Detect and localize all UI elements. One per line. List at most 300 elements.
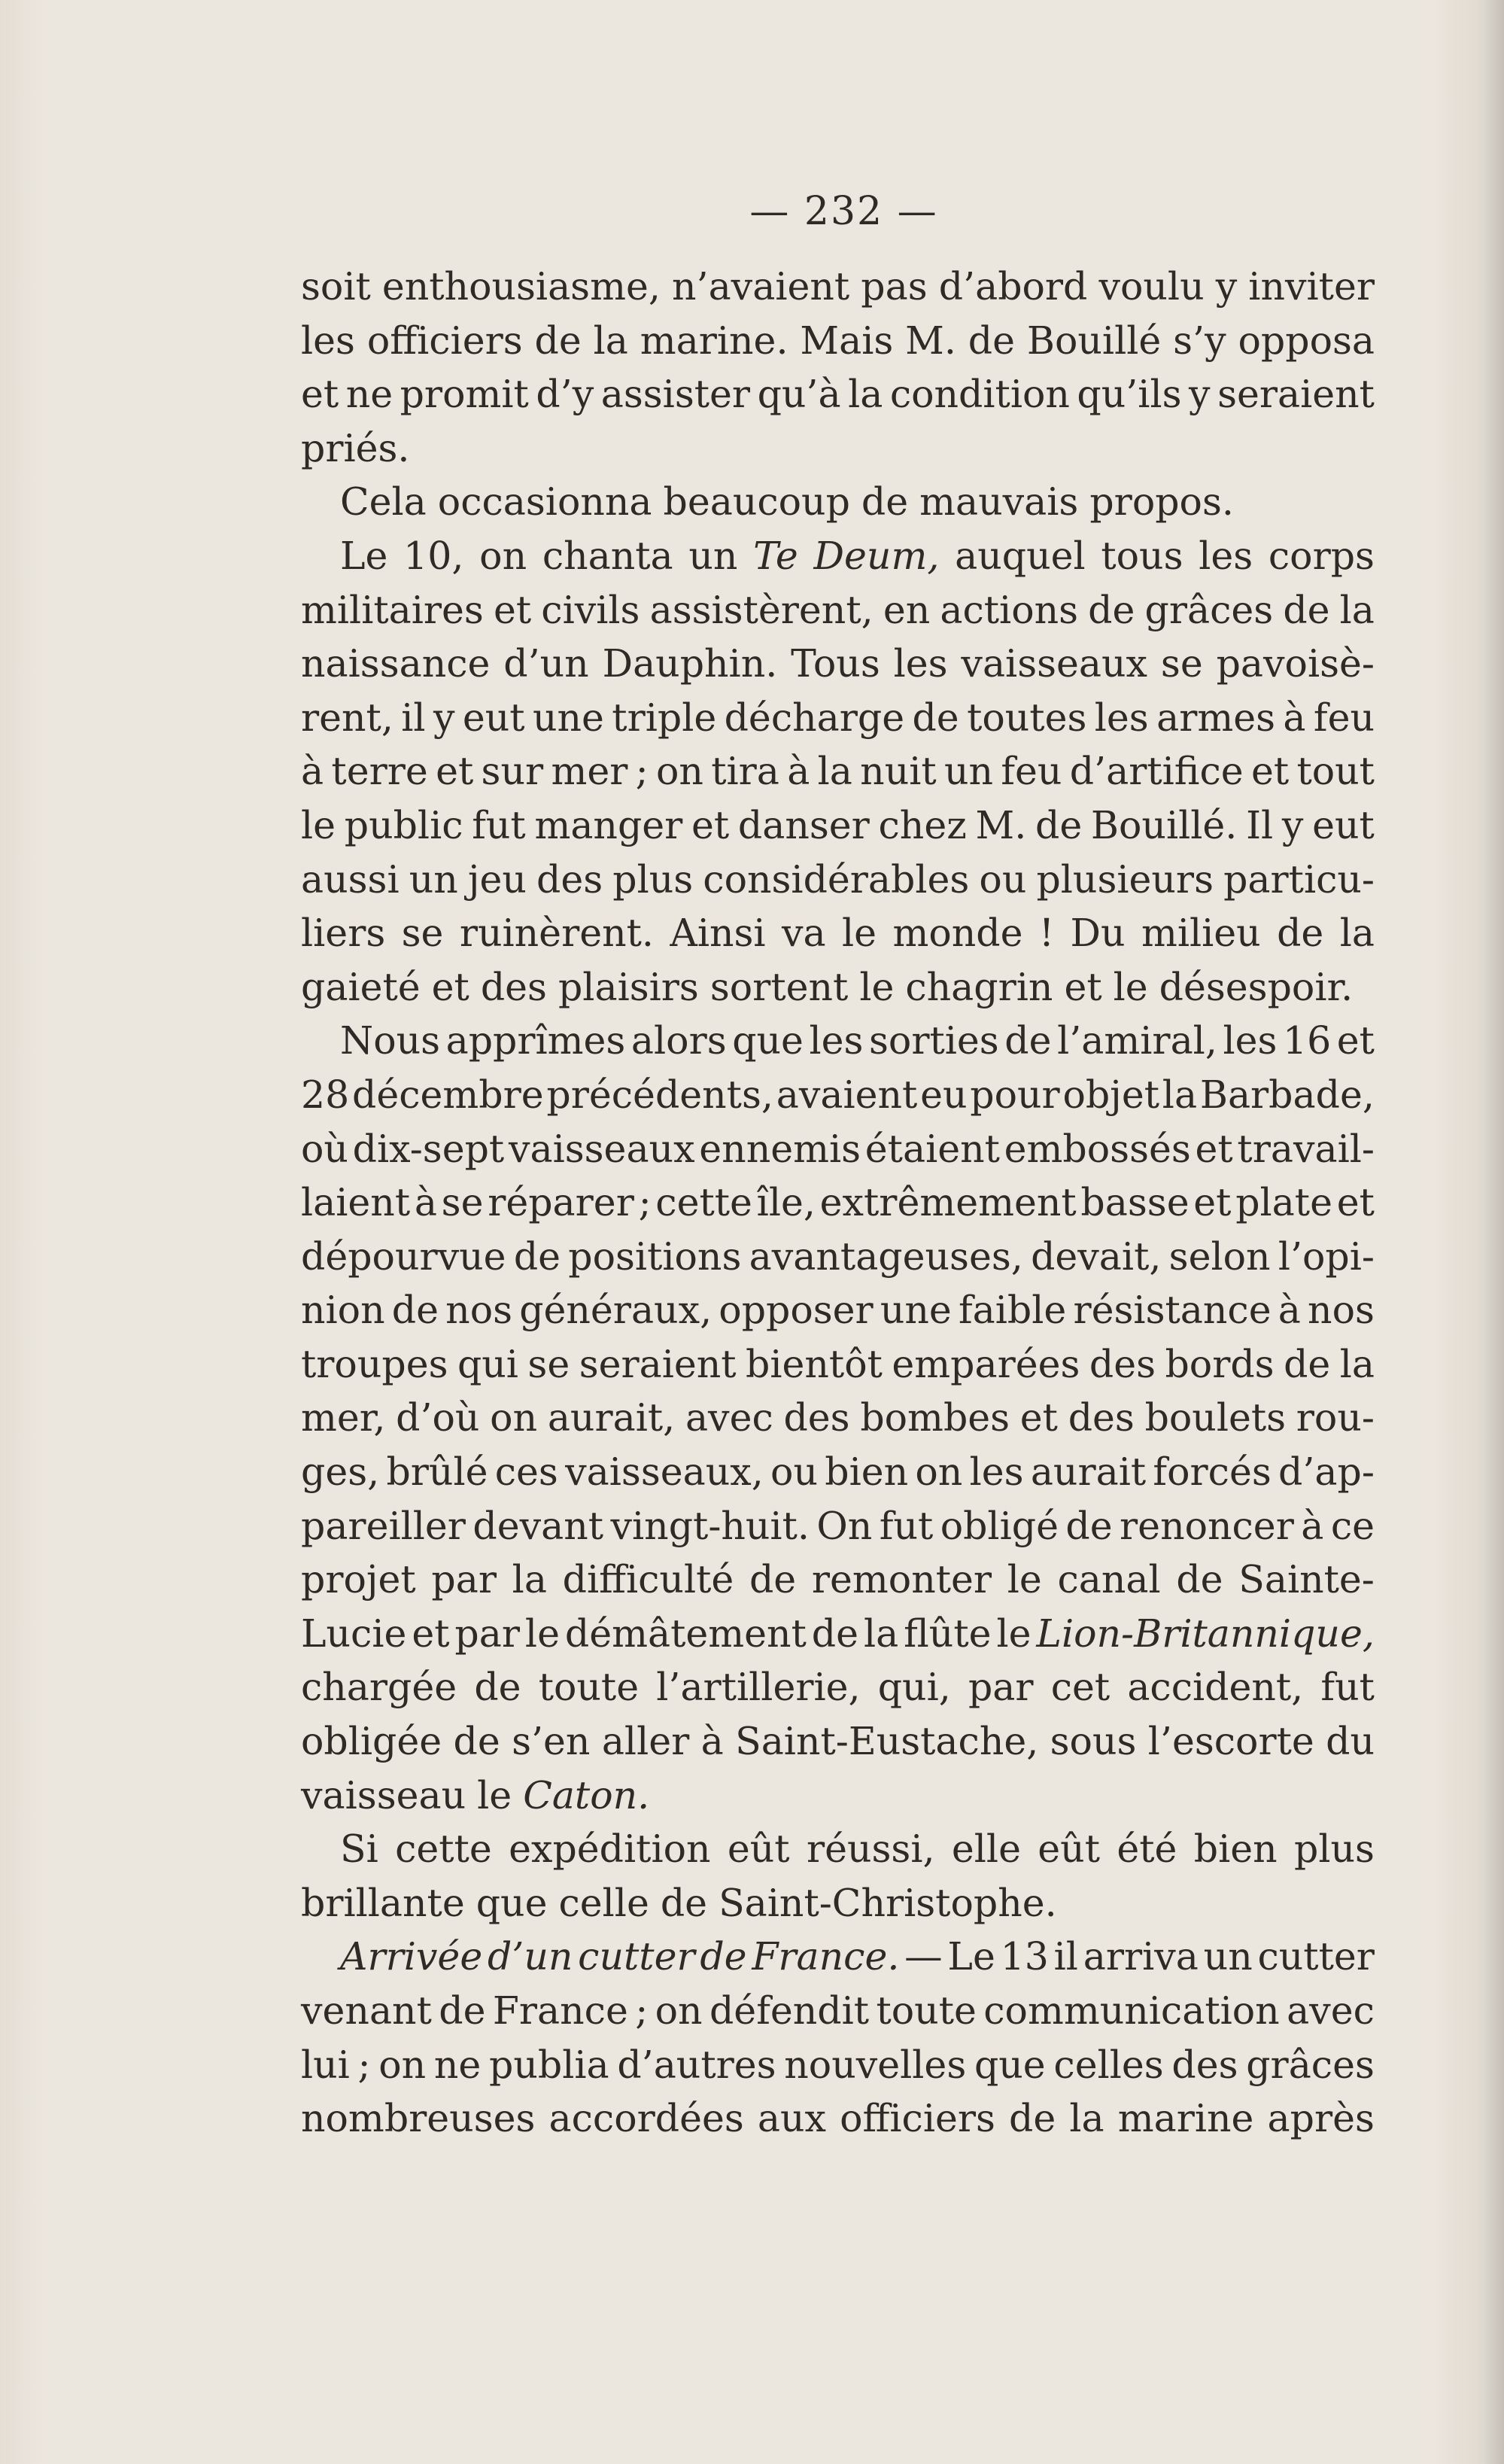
word: de (1283, 587, 1330, 632)
word: celles (1053, 2042, 1164, 2087)
word: aux (757, 2096, 826, 2141)
word: gaieté (301, 964, 421, 1009)
word: sorties (869, 1018, 999, 1063)
word: vaisseaux (508, 1126, 695, 1171)
text-line (301, 475, 1375, 529)
word: à (1278, 1288, 1301, 1333)
word: que (476, 1880, 548, 1925)
text-line (301, 1769, 1375, 1823)
word: île, (756, 1180, 816, 1225)
word: de (391, 1288, 439, 1333)
word: à (1301, 1503, 1324, 1548)
word: ges, (301, 1450, 380, 1495)
text-line (301, 960, 1375, 1014)
word: marine. (640, 318, 788, 363)
word: fut (1320, 1665, 1375, 1710)
word: Barbade, (1199, 1072, 1375, 1117)
word: Nous (340, 1018, 441, 1063)
word: d’artifice (1069, 749, 1244, 794)
word: Du (1070, 911, 1126, 956)
word: triple (612, 695, 717, 740)
word: étaient (864, 1126, 1000, 1171)
text-line (301, 1553, 1375, 1607)
word: plusieurs (1036, 856, 1214, 902)
word: et (436, 749, 474, 794)
word: opposer (719, 1288, 874, 1333)
text-line (301, 1391, 1375, 1445)
text-line (301, 2091, 1375, 2146)
word: Le (947, 1934, 995, 1979)
word: de (1009, 2096, 1056, 2141)
word: Sainte- (1238, 1557, 1375, 1602)
word: et (1336, 1180, 1375, 1225)
word: d’où (396, 1395, 480, 1440)
word: en (883, 587, 931, 632)
word: feu (1001, 749, 1062, 794)
word: après (1267, 2096, 1375, 2141)
word: fut (879, 1503, 934, 1548)
word: mer, (301, 1395, 386, 1440)
word: de (534, 318, 582, 363)
word: Lion-Britannique, (1036, 1611, 1375, 1656)
word: seraient (579, 1341, 737, 1386)
word: de (1176, 1557, 1223, 1602)
word: de (513, 1234, 561, 1279)
word: plaisirs (558, 964, 699, 1009)
word: et (1250, 749, 1290, 794)
text-line (301, 799, 1375, 853)
word: basse (1080, 1180, 1190, 1225)
word: inviter (1248, 264, 1375, 309)
word: nuit (860, 749, 937, 794)
word: la (512, 1557, 547, 1602)
word: manger (534, 802, 683, 847)
word: ; (635, 749, 649, 794)
page-number: — 232 — (749, 189, 938, 234)
word: ces (494, 1450, 558, 1495)
word: le (842, 911, 877, 956)
word: soit (301, 264, 371, 309)
text-line (301, 1984, 1375, 2038)
word: les (1223, 1018, 1278, 1063)
word: projet (301, 1557, 416, 1602)
word: civils (541, 587, 640, 632)
word: résistance (1073, 1288, 1272, 1333)
word: boulets (1144, 1395, 1287, 1440)
word: brûlé (386, 1450, 488, 1495)
text-line (301, 314, 1375, 368)
text-line (301, 744, 1375, 799)
word: voulu (1098, 264, 1205, 309)
word: désespoir. (1159, 964, 1354, 1009)
word: toute (876, 1988, 977, 2033)
word: liers (301, 911, 386, 956)
word: des (480, 964, 547, 1009)
word: à (787, 749, 810, 794)
word: fut (472, 802, 526, 847)
word: les (1094, 695, 1149, 740)
word: se (1160, 641, 1203, 686)
word: le (859, 964, 895, 1009)
text-line (301, 1445, 1375, 1499)
word: qu’ils (1077, 372, 1182, 417)
word: et (1195, 1126, 1233, 1171)
word: sortent (709, 964, 849, 1009)
word: un (688, 533, 738, 578)
text-line (301, 1876, 1375, 1930)
word: devait, (1031, 1234, 1162, 1279)
word: vaisseaux (961, 641, 1148, 686)
word: elle (951, 1827, 1021, 1872)
word: on (655, 749, 703, 794)
word: la (1339, 1341, 1375, 1386)
word: Cela (340, 479, 427, 525)
word: apprîmes (445, 1018, 626, 1063)
word: selon (1168, 1234, 1271, 1279)
word: tous (1101, 533, 1183, 578)
word: et (412, 1611, 450, 1656)
word: décharge (724, 695, 905, 740)
word: aller (601, 1719, 690, 1764)
word: militaires (301, 587, 484, 632)
word: on (490, 1395, 538, 1440)
word: cette (395, 1827, 492, 1872)
word: l’artillerie, (656, 1665, 861, 1710)
word: brillante (301, 1880, 465, 1925)
word: faible (958, 1288, 1067, 1333)
word: les (809, 1018, 864, 1063)
word: officiers (840, 2096, 995, 2141)
word: — (904, 1934, 943, 1979)
body-text (301, 260, 1375, 2146)
word: tout (1296, 749, 1375, 794)
text-line (301, 529, 1375, 583)
word: toutes (967, 695, 1087, 740)
section-heading-line (301, 1930, 1375, 1984)
word: à (301, 749, 324, 794)
word: aurait, (547, 1395, 676, 1440)
word: accident, (1127, 1665, 1304, 1710)
word: dépourvue (301, 1234, 506, 1279)
word: se (401, 911, 444, 956)
word: expédition (509, 1827, 711, 1872)
word: grâces (1144, 587, 1274, 632)
word: d’abord (938, 264, 1088, 309)
word: on (479, 533, 527, 578)
word: bords (1165, 1341, 1275, 1386)
word: monde (892, 911, 1023, 956)
word: vaisseaux, (565, 1450, 764, 1495)
word: de (453, 1719, 500, 1764)
word: les (301, 318, 355, 363)
word: cutter (1257, 1934, 1375, 1979)
word: l’amiral, (1057, 1018, 1217, 1063)
word: et (301, 372, 339, 417)
text-line (301, 637, 1375, 691)
word: nion (301, 1288, 385, 1333)
word: danser (737, 802, 870, 847)
word: des (1171, 2042, 1238, 2087)
word: Arrivée (340, 1934, 483, 1979)
word: 13 (1000, 1934, 1049, 1979)
word: avaient (776, 1072, 918, 1117)
word: lui (301, 2042, 350, 2087)
word: qui (457, 1341, 518, 1386)
word: celle (558, 1880, 649, 1925)
word: nos (1308, 1288, 1375, 1333)
text-line (301, 1176, 1375, 1230)
word: promit (400, 372, 529, 417)
word: de (700, 1934, 747, 1979)
word: qu’à (757, 372, 841, 417)
word: on (655, 1988, 703, 2033)
word: les (969, 1450, 1024, 1495)
text-line (301, 1230, 1375, 1284)
word: par (431, 1557, 497, 1602)
word: la (1339, 911, 1375, 956)
word: et (493, 587, 532, 632)
word: chargée (301, 1665, 457, 1710)
word: de (439, 1988, 486, 2033)
word: un (409, 856, 458, 902)
word: laient (301, 1180, 411, 1225)
word: eut (462, 695, 525, 740)
text-line (301, 691, 1375, 745)
word: rent, (301, 695, 393, 740)
word: Deum, (813, 533, 940, 578)
word: eu (920, 1072, 968, 1117)
word: de (1065, 1503, 1113, 1548)
word: objet (1062, 1072, 1160, 1117)
word: à (1283, 695, 1306, 740)
word: Dauphin. (602, 641, 778, 686)
word: Il (1246, 802, 1274, 847)
word: des (783, 1395, 850, 1440)
word: de (1035, 802, 1083, 847)
word: où (301, 1126, 348, 1171)
word: public (344, 802, 463, 847)
word: ce (1330, 1503, 1375, 1548)
word: de (912, 695, 959, 740)
word: s’y (1173, 318, 1226, 363)
word: bien (1193, 1827, 1278, 1872)
word: corps (1268, 533, 1375, 578)
text-line (301, 367, 1375, 421)
word: ou (979, 856, 1027, 902)
word: flûte (904, 1611, 992, 1656)
word: qui, (877, 1665, 951, 1710)
word: embossés (1004, 1126, 1191, 1171)
text-line (301, 853, 1375, 907)
word: auquel (955, 533, 1086, 578)
word: Te (753, 533, 798, 578)
word: va (781, 911, 826, 956)
word: ne (433, 2042, 482, 2087)
word: vingt-huit. (610, 1503, 810, 1548)
word: à (414, 1180, 437, 1225)
word: la (817, 749, 852, 794)
word: Saint-Eustache, (735, 1719, 1039, 1764)
word: jeu (467, 856, 527, 902)
text-line (301, 1122, 1375, 1176)
word: d’autres (617, 2042, 776, 2087)
text-line (301, 906, 1375, 960)
word: Ainsi (670, 911, 766, 956)
word: obligée (301, 1719, 442, 1764)
word: de (749, 1557, 797, 1602)
text-line (301, 421, 1375, 476)
word: 28 (301, 1072, 350, 1117)
word: des (1068, 1395, 1135, 1440)
word: seraient (1217, 372, 1375, 417)
word: ennemis (699, 1126, 861, 1171)
word: une (880, 1288, 952, 1333)
word: cette (655, 1180, 752, 1225)
word: réparer (488, 1180, 634, 1225)
word: aurait (1030, 1450, 1147, 1495)
word: remonter (811, 1557, 992, 1602)
word: considérables (703, 856, 970, 902)
word: y (433, 695, 455, 740)
word: un (943, 749, 994, 794)
word: toute (538, 1665, 640, 1710)
word: naissance (301, 641, 491, 686)
word: de (474, 1665, 521, 1710)
word: une (532, 695, 604, 740)
word: de (861, 479, 909, 525)
text-line (301, 1337, 1375, 1392)
word: accordées (548, 2096, 744, 2141)
word: pareiller (301, 1503, 466, 1548)
word: ou (770, 1450, 818, 1495)
text-line (301, 1068, 1375, 1122)
word: bien (825, 1450, 909, 1495)
word: et (1064, 964, 1102, 1009)
word: venant (301, 1988, 432, 2033)
word: de (1284, 1341, 1331, 1386)
word: ! (1038, 911, 1055, 956)
word: démâtement (564, 1611, 807, 1656)
word: obligé (940, 1503, 1059, 1548)
word: cet (1050, 1665, 1111, 1710)
word: nombreuses (301, 2096, 536, 2141)
word: positions (568, 1234, 742, 1279)
word: le (1007, 1557, 1042, 1602)
word: Caton. (523, 1772, 650, 1818)
word: par (968, 1665, 1034, 1710)
word: sous (1050, 1719, 1137, 1764)
word: assistèrent, (649, 587, 874, 632)
word: enthousiasme, (381, 264, 661, 309)
word: d’un (503, 641, 589, 686)
word: de (811, 1611, 859, 1656)
word: opposa (1238, 318, 1375, 363)
word: l’escorte (1147, 1719, 1314, 1764)
word: alors (630, 1018, 727, 1063)
word: de (660, 1880, 708, 1925)
word: et (691, 802, 730, 847)
word: marine (1117, 2096, 1254, 2141)
word: un (1203, 1934, 1253, 1979)
word: assister (600, 372, 751, 417)
word: et (1193, 1180, 1232, 1225)
word: que (974, 2042, 1046, 2087)
word: et (1336, 1018, 1375, 1063)
word: Mais (800, 318, 894, 363)
word: priés. (301, 425, 410, 470)
word: précédents, (546, 1072, 773, 1117)
text-line (301, 1014, 1375, 1068)
word: de (968, 318, 1015, 363)
word: chagrin (905, 964, 1053, 1009)
word: vaisseau (301, 1772, 466, 1818)
word: les (893, 641, 948, 686)
word: Lucie (301, 1611, 407, 1656)
word: l’opi- (1278, 1234, 1375, 1279)
word: France (492, 1988, 628, 2033)
word: actions (940, 587, 1079, 632)
word: le (301, 802, 336, 847)
word: le (477, 1772, 512, 1818)
word: M. (975, 802, 1027, 847)
word: d’un (487, 1934, 573, 1979)
word: de (1277, 911, 1324, 956)
word: y (1281, 802, 1304, 847)
word: de (1088, 587, 1135, 632)
word: armes (1156, 695, 1276, 740)
word: ; (357, 2042, 371, 2087)
word: réussi, (806, 1827, 935, 1872)
word: eût (1038, 1827, 1101, 1872)
word: Si (340, 1827, 378, 1872)
word: grâces (1246, 2042, 1375, 2087)
word: on (915, 1450, 963, 1495)
word: généraux, (519, 1288, 713, 1333)
text-line (301, 1714, 1375, 1769)
text-line (301, 260, 1375, 314)
text-line (301, 1660, 1375, 1714)
word: pour (970, 1072, 1060, 1117)
word: se (441, 1180, 484, 1225)
word: la (848, 372, 883, 417)
word: feu (1313, 695, 1375, 740)
word: chanta (542, 533, 673, 578)
word: le (1113, 964, 1148, 1009)
word: France. (752, 1934, 900, 1979)
word: par (454, 1611, 520, 1656)
word: Bouillé. (1090, 802, 1238, 847)
word: ; (635, 1988, 649, 2033)
word: des (536, 856, 603, 902)
text-line (301, 1283, 1375, 1337)
word: avec (685, 1395, 773, 1440)
word: condition (889, 372, 1070, 417)
word: M. (905, 318, 956, 363)
word: 16 (1282, 1018, 1332, 1063)
word: ruinèrent. (459, 911, 654, 956)
word: du (1326, 1719, 1375, 1764)
word: s’en (512, 1719, 591, 1764)
word: dix-sept (352, 1126, 505, 1171)
word: la (1339, 587, 1375, 632)
word: avantageuses, (749, 1234, 1023, 1279)
word: plate (1235, 1180, 1332, 1225)
word: ne (345, 372, 393, 417)
word: la (593, 318, 628, 363)
word: les (1199, 533, 1253, 578)
word: que (732, 1018, 804, 1063)
text-line (301, 1499, 1375, 1553)
